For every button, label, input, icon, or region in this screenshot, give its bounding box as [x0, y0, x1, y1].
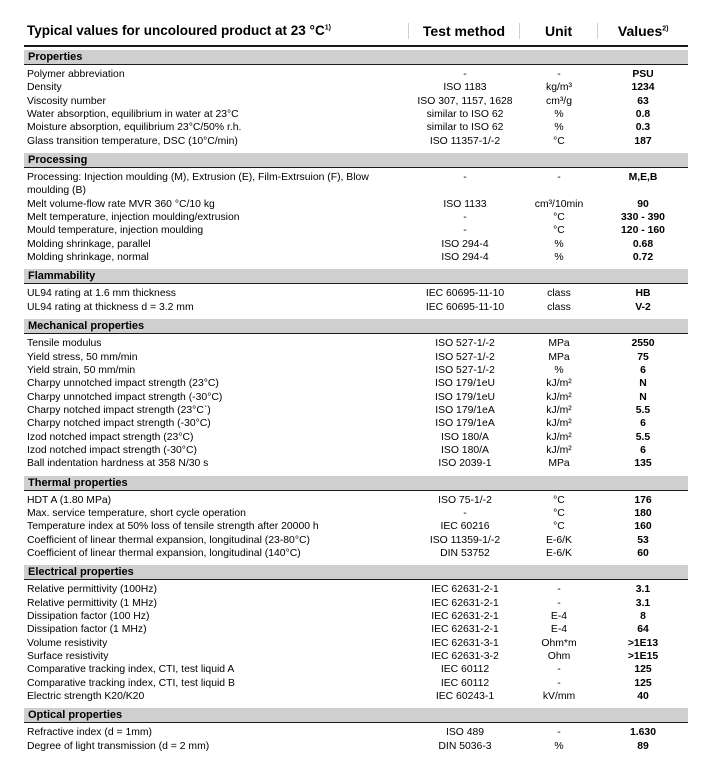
property-name-cell: Molding shrinkage, parallel: [27, 238, 151, 250]
property-name-cell: UL94 rating at 1.6 mm thickness: [27, 288, 177, 300]
test-method-cell: IEC 62631-3-1: [431, 637, 499, 649]
value-cell: 60: [637, 547, 649, 559]
property-name-cell: Charpy notched impact strength (23°C`): [27, 404, 211, 416]
unit-cell: kJ/m²: [546, 431, 572, 443]
value-cell: 1234: [631, 82, 655, 94]
table-row: [24, 507, 688, 520]
section-electrical-properties: [24, 565, 688, 705]
table-row: [24, 108, 688, 121]
unit-cell: %: [554, 109, 564, 121]
test-method-cell: ISO 527-1/-2: [435, 351, 495, 363]
value-cell: 53: [637, 534, 649, 546]
unit-cell: -: [557, 597, 561, 609]
unit-cell: kJ/m²: [546, 444, 572, 456]
section-rows: [24, 284, 688, 316]
table-row: [24, 211, 688, 224]
table-row: [24, 547, 688, 560]
unit-cell: kJ/m²: [546, 404, 572, 416]
test-method-cell: ISO 489: [445, 727, 485, 739]
test-method-cell: ISO 11359-1/-2: [429, 534, 501, 546]
value-cell: 0.68: [632, 238, 654, 250]
table-row: [24, 610, 688, 623]
header-test-method: Test method: [408, 23, 519, 39]
unit-cell: -: [557, 69, 561, 80]
unit-cell: kJ/m²: [546, 378, 572, 390]
table-row: [24, 534, 688, 547]
property-name-cell: Temperature index at 50% loss of tensile strength after 20000 h: [27, 521, 319, 533]
table-row: [24, 198, 688, 211]
section-rows: [24, 723, 688, 755]
table-row: [24, 457, 688, 470]
section-rows: [24, 491, 688, 563]
value-cell: M,E,B: [628, 172, 658, 184]
value-cell: 0.72: [632, 252, 654, 264]
unit-cell: class: [547, 301, 571, 313]
table-row: [24, 740, 688, 753]
value-cell: 176: [634, 494, 652, 506]
datasheet-table: [24, 16, 688, 755]
unit-cell: MPa: [548, 458, 570, 470]
property-name-cell: Refractive index (d = 1mm): [27, 727, 153, 739]
table-row: [24, 520, 688, 533]
value-cell: 5.5: [635, 431, 651, 443]
test-method-cell: ISO 179/1eA: [435, 418, 495, 430]
property-name-cell: Yield strain, 50 mm/min: [27, 364, 136, 376]
test-method-cell: similar to ISO 62: [426, 109, 504, 121]
table-row: [24, 637, 688, 650]
value-cell: 63: [637, 95, 649, 107]
property-name-cell: Relative permittivity (100Hz): [27, 584, 157, 596]
value-cell: 1.630: [629, 727, 656, 739]
section-rows: [24, 168, 688, 266]
property-name-cell: Relative permittivity (1 MHz): [27, 597, 157, 609]
table-row: [24, 597, 688, 610]
table-row: [24, 431, 688, 444]
table-row: [24, 726, 688, 739]
test-method-cell: IEC 60112: [440, 677, 490, 689]
unit-cell: E-6/K: [546, 534, 572, 546]
table-row: [24, 677, 688, 690]
test-method-cell: ISO 2039-1: [438, 458, 492, 470]
value-cell: 125: [634, 677, 652, 689]
table-row: [24, 690, 688, 703]
unit-cell: °C: [553, 521, 565, 533]
property-name-cell: Tensile modulus: [27, 338, 102, 350]
value-cell: >1E15: [627, 651, 659, 663]
property-name-cell: HDT A (1.80 MPa): [27, 494, 112, 506]
property-name-cell: Polymer abbreviation: [27, 69, 125, 80]
property-name-cell: Max. service temperature, short cycle operation: [27, 507, 246, 519]
test-method-cell: ISO 307, 1157, 1628: [417, 95, 513, 107]
property-name-cell: Melt volume-flow rate MVR 360 °C/10 kg: [27, 198, 215, 210]
test-method-cell: IEC 60695-11-10: [425, 301, 505, 313]
table-row: [24, 444, 688, 457]
table-row: [24, 404, 688, 417]
test-method-cell: ISO 75-1/-2: [438, 494, 492, 506]
table-row: [24, 171, 688, 198]
value-cell: N: [639, 378, 647, 390]
unit-cell: -: [557, 727, 561, 739]
table-row: [24, 238, 688, 251]
table-row: [24, 251, 688, 264]
property-name-cell: Comparative tracking index, CTI, test liquid B: [27, 677, 235, 689]
section-rows: [24, 334, 688, 472]
unit-cell: %: [554, 122, 564, 134]
table-row: [24, 224, 688, 237]
test-method-cell: IEC 62631-2-1: [431, 584, 499, 596]
property-name-cell: Charpy unnotched impact strength (-30°C): [27, 391, 223, 403]
test-method-cell: DIN 53752: [440, 547, 490, 559]
value-cell: 3.1: [635, 584, 651, 596]
unit-cell: kg/m³: [546, 82, 572, 94]
test-method-cell: IEC 62631-3-2: [431, 651, 499, 663]
header-title: [24, 23, 408, 38]
test-method-cell: IEC 60112: [440, 664, 490, 676]
test-method-cell: IEC 60216: [440, 521, 490, 533]
section-title: Flammability: [24, 269, 688, 284]
table-row: [24, 391, 688, 404]
test-method-cell: IEC 60243-1: [435, 691, 495, 703]
value-cell: 0.8: [635, 109, 651, 121]
unit-cell: °C: [553, 507, 565, 519]
test-method-cell: ISO 179/1eA: [435, 404, 495, 416]
table-row: [24, 623, 688, 636]
value-cell: 160: [634, 521, 652, 533]
property-name-cell: Charpy notched impact strength (-30°C): [27, 418, 211, 430]
value-cell: 8: [640, 611, 646, 622]
table-row: [24, 68, 688, 81]
value-cell: 6: [640, 418, 646, 430]
value-cell: >1E13: [627, 637, 659, 649]
section-properties: [24, 50, 688, 150]
value-cell: 5.5: [635, 404, 651, 416]
property-name-cell: Glass transition temperature, DSC (10°C/min): [27, 135, 238, 147]
property-name-cell: Izod notched impact strength (-30°C): [27, 444, 197, 456]
value-cell: 2550: [631, 338, 655, 350]
value-cell: 75: [637, 351, 649, 363]
value-cell: 125: [634, 664, 652, 676]
header-values-text: Values: [617, 22, 663, 39]
header-values-footnote: 2): [662, 24, 669, 32]
test-method-cell: ISO 527-1/-2: [435, 338, 495, 350]
section-title: Electrical properties: [24, 565, 688, 580]
value-cell: V-2: [635, 301, 651, 313]
property-name-cell: Viscosity number: [27, 95, 106, 107]
table-row: [24, 377, 688, 390]
property-name-cell: Electric strength K20/K20: [27, 691, 145, 703]
table-sections: [24, 50, 688, 755]
unit-cell: %: [554, 740, 564, 752]
table-row: [24, 351, 688, 364]
unit-cell: %: [554, 364, 564, 376]
table-row: [24, 95, 688, 108]
value-cell: PSU: [632, 69, 654, 80]
property-name-cell: Moisture absorption, equilibrium 23°C/50% r.h.: [27, 122, 242, 134]
property-name-cell: Izod notched impact strength (23°C): [27, 431, 194, 443]
section-rows: [24, 65, 688, 150]
unit-cell: Ohm: [547, 651, 571, 663]
property-name-cell: Degree of light transmission (d = 2 mm): [27, 740, 210, 752]
value-cell: 3.1: [635, 597, 651, 609]
test-method-cell: DIN 5036-3: [438, 740, 492, 752]
section-title: Properties: [24, 50, 688, 65]
test-method-cell: ISO 294-4: [441, 252, 489, 264]
value-cell: 89: [637, 740, 649, 752]
unit-cell: E-4: [550, 624, 568, 636]
header-values: [597, 23, 688, 39]
test-method-cell: ISO 1183: [443, 82, 487, 94]
property-name-cell: Mould temperature, injection moulding: [27, 225, 204, 237]
section-title: Mechanical properties: [24, 319, 688, 334]
property-name-cell: Melt temperature, injection moulding/extrusion: [27, 212, 240, 224]
property-name-cell: Ball indentation hardness at 358 N/30 s: [27, 458, 209, 470]
value-cell: N: [639, 391, 647, 403]
section-title: Processing: [24, 153, 688, 168]
test-method-cell: ISO 294-4: [441, 238, 489, 250]
section-processing: [24, 153, 688, 266]
table-row: [24, 135, 688, 148]
property-name-cell: Volume resistivity: [27, 637, 108, 649]
unit-cell: °C: [553, 494, 565, 506]
table-row: [24, 583, 688, 596]
unit-cell: kV/mm: [542, 691, 576, 703]
unit-cell: °C: [553, 135, 565, 147]
section-rows: [24, 580, 688, 705]
value-cell: HB: [635, 288, 651, 300]
test-method-cell: ISO 11357-1/-2: [429, 135, 501, 147]
value-cell: 90: [637, 198, 649, 210]
unit-cell: MPa: [548, 338, 570, 350]
section-title: Optical properties: [24, 708, 688, 723]
value-cell: 6: [640, 364, 646, 376]
test-method-cell: -: [463, 172, 467, 184]
unit-cell: -: [557, 172, 561, 184]
value-cell: 120 - 160: [621, 225, 665, 237]
test-method-cell: ISO 180/A: [441, 431, 489, 443]
test-method-cell: IEC 62631-2-1: [431, 624, 499, 636]
table-row: [24, 494, 688, 507]
table-row: [24, 121, 688, 134]
property-name-cell: Charpy unnotched impact strength (23°C): [27, 378, 219, 390]
test-method-cell: ISO 527-1/-2: [435, 364, 495, 376]
value-cell: 64: [637, 624, 649, 636]
property-name-cell: Comparative tracking index, CTI, test liquid A: [27, 664, 235, 676]
table-row: [24, 650, 688, 663]
test-method-cell: IEC 62631-2-1: [431, 597, 499, 609]
value-cell: 187: [634, 135, 652, 147]
table-header: [24, 16, 688, 47]
property-name-cell: UL94 rating at thickness d = 3.2 mm: [27, 301, 194, 313]
test-method-cell: -: [463, 225, 467, 237]
property-name-cell: Coefficient of linear thermal expansion, longitudinal (140°C): [27, 547, 301, 559]
section-title: Thermal properties: [24, 476, 688, 491]
section-thermal-properties: [24, 476, 688, 563]
header-title-footnote: 1): [324, 24, 331, 32]
value-cell: 180: [634, 507, 652, 519]
unit-cell: kJ/m²: [546, 391, 572, 403]
unit-cell: E-4: [550, 611, 568, 622]
section-flammability: [24, 269, 688, 316]
unit-cell: °C: [553, 225, 565, 237]
table-row: [24, 337, 688, 350]
unit-cell: MPa: [548, 351, 570, 363]
unit-cell: cm³/10min: [534, 198, 584, 210]
property-name-cell: Molding shrinkage, normal: [27, 252, 149, 264]
test-method-cell: IEC 62631-2-1: [431, 611, 499, 622]
table-row: [24, 663, 688, 676]
test-method-cell: -: [463, 507, 467, 519]
table-row: [24, 81, 688, 94]
unit-cell: -: [557, 664, 561, 676]
property-name-cell: Yield stress, 50 mm/min: [27, 351, 138, 363]
property-name-cell: Surface resistivity: [27, 651, 109, 663]
value-cell: 135: [634, 458, 652, 470]
test-method-cell: ISO 1133: [443, 198, 487, 210]
property-name-cell: Water absorption, equilibrium in water at 23°C: [27, 109, 239, 121]
test-method-cell: -: [463, 69, 467, 80]
unit-cell: -: [557, 677, 561, 689]
unit-cell: %: [554, 238, 564, 250]
header-title-text: Typical values for uncoloured product at 23 °C: [27, 23, 325, 38]
value-cell: 330 - 390: [621, 212, 665, 224]
unit-cell: %: [554, 252, 564, 264]
table-row: [24, 364, 688, 377]
section-optical-properties: [24, 708, 688, 755]
unit-cell: -: [557, 584, 561, 596]
header-unit: Unit: [519, 23, 598, 39]
test-method-cell: IEC 60695-11-10: [425, 288, 505, 300]
property-name-cell: Processing: Injection moulding (M), Extrusion (E), Film-Extrsuion (F), Blow moulding (B): [27, 172, 369, 197]
unit-cell: class: [547, 288, 571, 300]
property-name-cell: Density: [27, 82, 62, 94]
property-name-cell: Dissipation factor (1 MHz): [27, 624, 147, 636]
test-method-cell: ISO 179/1eU: [434, 378, 496, 390]
property-name-cell: Coefficient of linear thermal expansion, longitudinal (23-80°C): [27, 534, 310, 546]
value-cell: 40: [637, 691, 649, 703]
unit-cell: E-6/K: [546, 547, 572, 559]
property-name-cell: Dissipation factor (100 Hz): [27, 611, 150, 622]
unit-cell: cm³/g: [546, 95, 572, 107]
table-row: [24, 287, 688, 300]
table-row: [24, 301, 688, 314]
test-method-cell: ISO 179/1eU: [434, 391, 496, 403]
section-mechanical-properties: [24, 319, 688, 472]
value-cell: 6: [640, 444, 646, 456]
unit-cell: kJ/m²: [546, 418, 572, 430]
test-method-cell: ISO 180/A: [441, 444, 489, 456]
test-method-cell: similar to ISO 62: [426, 122, 504, 134]
value-cell: 0.3: [635, 122, 651, 134]
test-method-cell: -: [463, 212, 467, 224]
unit-cell: Ohm*m: [541, 637, 577, 649]
table-row: [24, 417, 688, 430]
unit-cell: °C: [553, 212, 565, 224]
